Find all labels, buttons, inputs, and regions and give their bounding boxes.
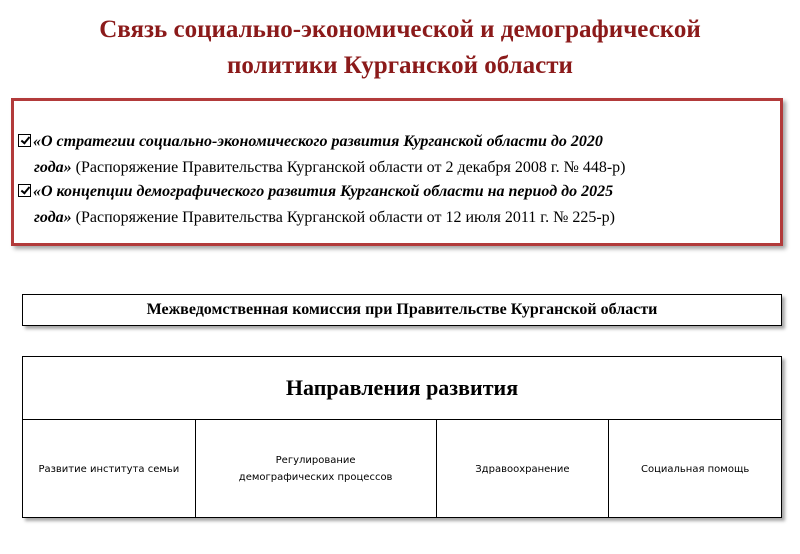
document-source: (Распоряжение Правительства Курганской области от 12 июля 2011 г. № 225-р)	[75, 209, 615, 226]
checkbox-bullet-icon	[18, 184, 31, 197]
directions-table	[22, 356, 782, 518]
document-title-continuation	[18, 155, 778, 181]
commission-box: Межведомственная комиссия при Правительстве Курганской области	[22, 294, 782, 326]
directions-row	[23, 420, 781, 518]
directions-header: Направления развития	[23, 357, 781, 420]
document-item-strategy	[18, 129, 778, 181]
document-title-continuation	[18, 205, 778, 231]
direction-healthcare: Здравоохранение	[437, 420, 610, 518]
slide-title	[40, 12, 760, 84]
document-title: «О концепции демографического развития Курганской области на период до 2025	[33, 183, 614, 200]
document-item-concept	[18, 179, 778, 231]
slide-title-line2: политики Курганской области	[227, 52, 573, 79]
direction-social-aid: Социальная помощь	[640, 463, 750, 475]
document-source: (Распоряжение Правительства Курганской области от 2 декабря 2008 г. № 448-р)	[75, 159, 626, 176]
direction-demography: Регулирование демографических процессов	[196, 420, 437, 518]
documents-box	[11, 98, 783, 246]
direction-family: Развитие института семьи	[23, 420, 196, 518]
checkbox-bullet-icon	[18, 134, 31, 147]
document-title: «О стратегии социально-экономического развития Курганской области до 2020	[33, 133, 603, 150]
slide-title-line1: Связь социально-экономической и демографической	[99, 16, 701, 43]
document-title-end: года»	[34, 209, 72, 226]
document-title-end: года»	[34, 159, 72, 176]
